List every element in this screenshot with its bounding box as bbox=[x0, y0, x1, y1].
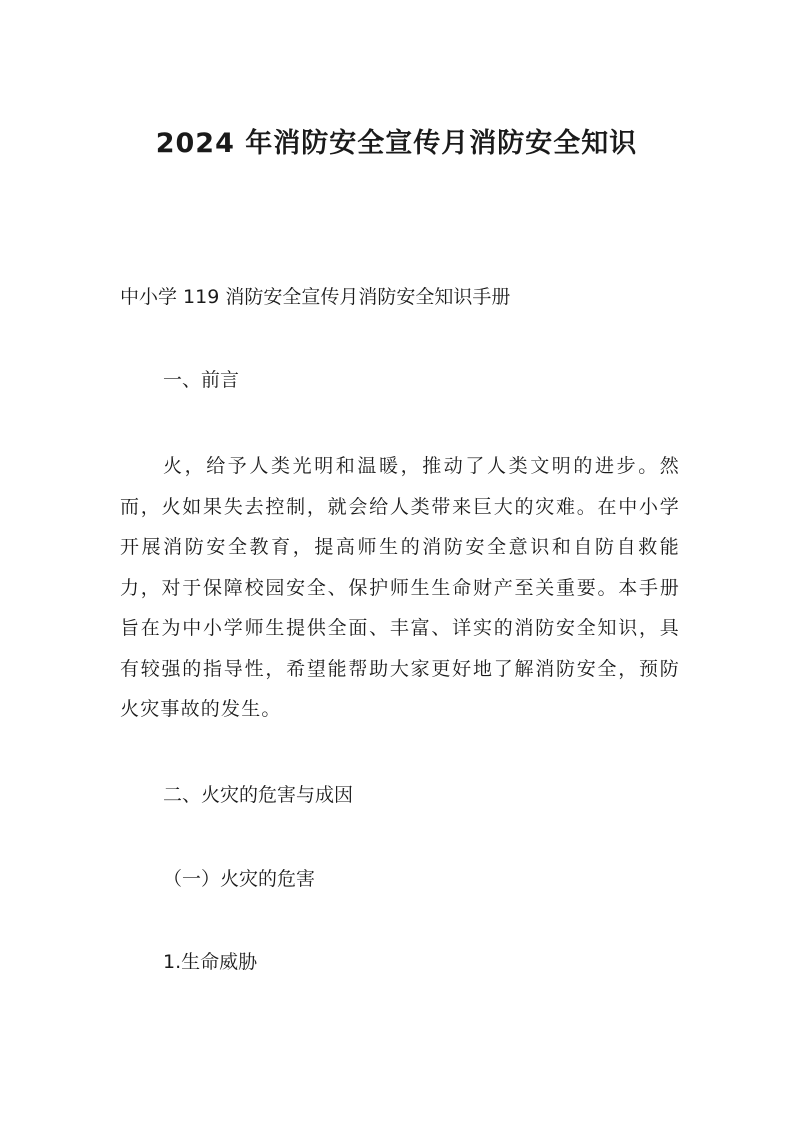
section-heading-fire-hazards-causes: 二、火灾的危害与成因 bbox=[163, 784, 354, 806]
subsection-heading-fire-hazards: （一）火灾的危害 bbox=[163, 868, 316, 890]
document-subtitle: 中小学 119 消防安全宣传月消防安全知识手册 bbox=[120, 286, 511, 308]
document-title: 2024 年消防安全宣传月消防安全知识 bbox=[155, 128, 638, 159]
item-heading-life-threat: 1.生命威胁 bbox=[163, 951, 258, 973]
preface-paragraph: 火，给予人类光明和温暖，推动了人类文明的进步。然而，火如果失去控制，就会给人类带来巨大的灾难。在中小学开展消防安全教育，提高师生的消防安全意识和自防自救能力，对于保障校园安全、保护师生生命财产至关重要。本手册旨在为中小学师生提供全面、丰富、详实的消防安全知识，具有较强的指导性，希望能帮助大家更好地了解消防安全，预防火灾事故的发生。 bbox=[120, 455, 680, 720]
section-heading-preface: 一、前言 bbox=[163, 369, 240, 391]
